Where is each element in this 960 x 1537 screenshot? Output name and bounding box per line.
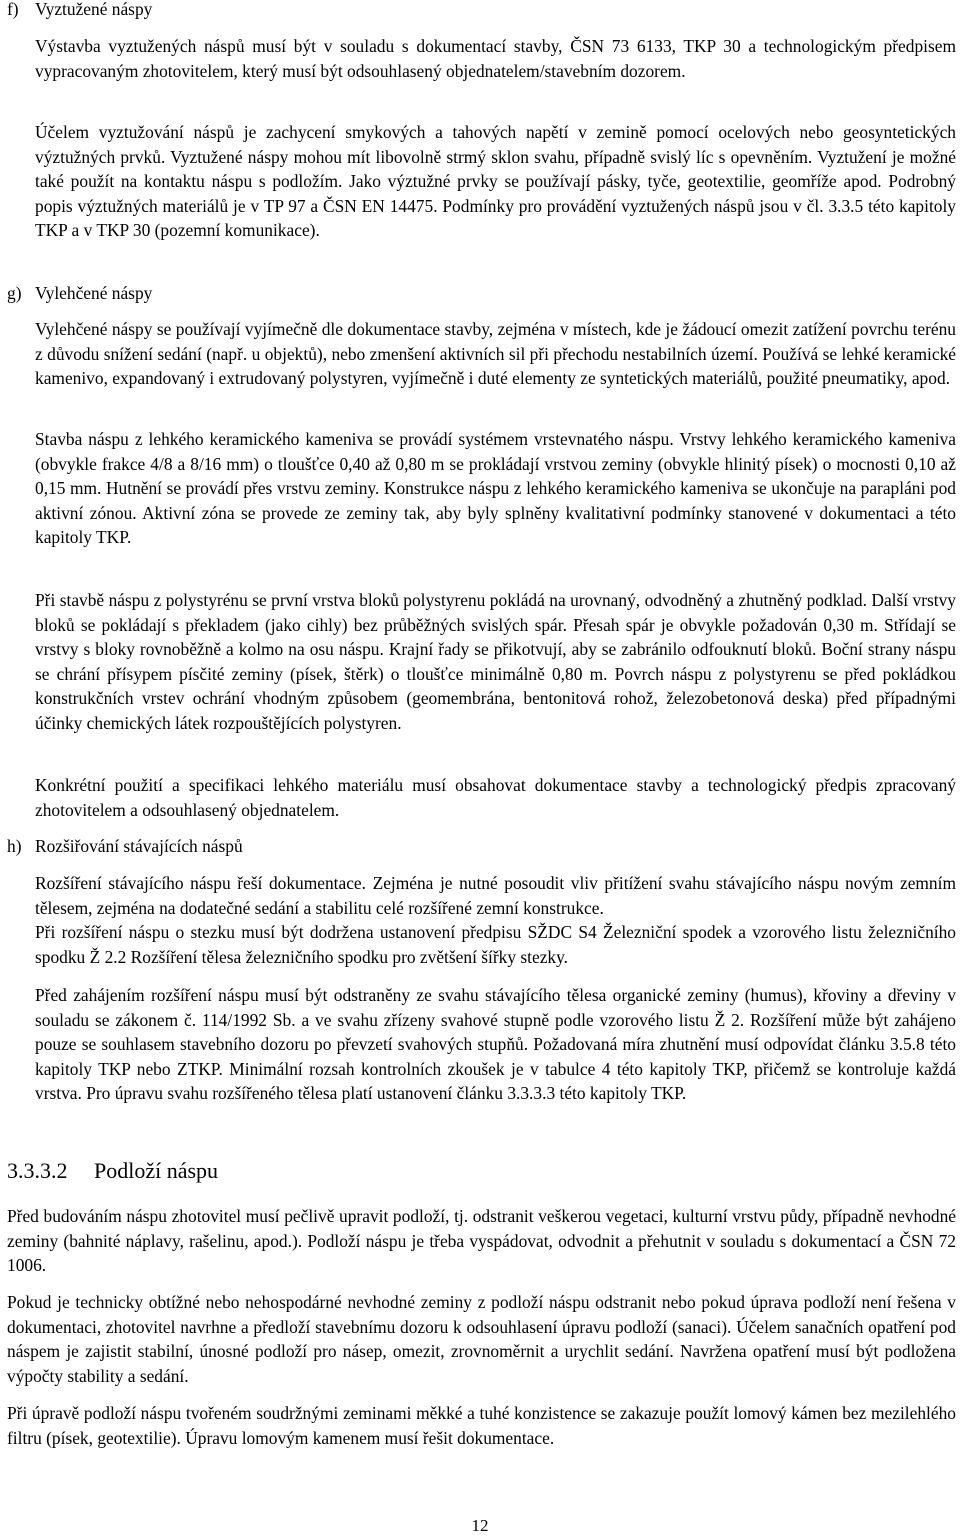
- section-f-paragraph-1: Výstavba vyztužených náspů musí být v souladu s dokumentací stavby, ČSN 73 6133, TKP 30 a technologickým předpisem vypracovaným zhotovitelem, který musí být odsouhlasený objednatelem/stavebním dozorem.: [35, 36, 956, 81]
- section-g-paragraph-4: Konkrétní použití a specifikaci lehkého materiálu musí obsahovat dokumentace stavby a technologický předpis zpracovaný zhotovitelem a odsouhlasený objednatelem.: [35, 775, 956, 820]
- section-h-title: Rozšiřování stávajících náspů: [35, 836, 243, 856]
- section-g-paragraph-2: Stavba náspu z lehkého keramického kameniva se provádí systémem vrstevnatého náspu. Vrstvy lehkého keramického kameniva (obvykle frakce 4/8 a 8/16 mm) o tloušťce 0,40 až 0,80 m se prokládají vrstvou zeminy (obvykle hlinitý písek) o mocnosti 0,10 až 0,15 mm. Hutnění se provádí přes vrstvu zeminy. Konstrukce náspu z lehkého keramického kameniva se ukončuje na parapláni pod aktivní zónou. Aktivní zóna se provede ze zeminy tak, aby byly splněny kvalitativní podmínky stanovené v dokumentaci a této kapitoly TKP.: [35, 429, 956, 548]
- subsection-paragraph-2: Pokud je technicky obtížné nebo nehospodárné nevhodné zeminy z podloží náspu odstranit nebo pokud úprava podloží není řešena v dokumentaci, zhotovitel navrhne a předloží stavebnímu dozoru k odsouhlasení úpravu podloží (sanaci). Účelem sanačních opatření pod náspem je zajistit stabilní, únosné podloží pro násep, omezit, zrovnoměrnit a urychlit sedání. Navržena opatření musí být podložena výpočty stability a sedání.: [7, 1292, 956, 1386]
- section-g-marker: g): [7, 283, 22, 303]
- subsection-paragraph-1: Před budováním náspu zhotovitel musí pečlivě upravit podloží, tj. odstranit veškerou vegetaci, kulturní vrstvu půdy, případně nevhodné zeminy (bahnité náplavy, rašelinu, apod.). Podloží náspu je třeba vyspádovat, odvodnit a přehutnit v souladu s dokumentací a ČSN 72 1006.: [7, 1206, 956, 1276]
- section-f-heading: [7, 0, 152, 22]
- section-f-marker: f): [7, 0, 19, 19]
- subsection-paragraph-3: Při úpravě podloží náspu tvořeném soudržnými zeminami měkké a tuhé konzistence se zakazuje použít lomový kámen bez mezilehlého filtru (písek, geotextilie). Úpravu lomovým kamenem musí řešit dokumentace.: [7, 1403, 956, 1448]
- section-f-paragraph-2: Účelem vyztužování náspů je zachycení smykových a tahových napětí v zemině pomocí ocelových nebo geosyntetických výztužných prvků. Vyztužené náspy mohou mít libovolně strmý sklon svahu, případně svislý líc s opevněním. Vyztužení je možné také použít na kontaktu náspu s podložím. Jako výztužné prvky se používají pásky, tyče, geotextilie, geomříže apod. Podrobný popis výztužných materiálů je v TP 97 a ČSN EN 14475. Podmínky pro provádění vyztužených náspů jsou v čl. 3.3.5 této kapitoly TKP a v TKP 30 (pozemní komunikace).: [35, 122, 956, 241]
- section-f-title: Vyztužené náspy: [35, 0, 153, 19]
- section-h-marker: h): [7, 836, 22, 856]
- subsection-number: 3.3.3.2: [7, 1158, 68, 1183]
- section-h-heading: [7, 834, 243, 859]
- section-g-paragraph-1: Vylehčené náspy se používají vyjímečně dle dokumentace stavby, zejména v místech, kde je žádoucí omezit zatížení povrchu terénu z důvodu snížení sedání (např. u objektů), nebo zmenšení aktivních sil při přechodu nestabilních území. Používá se lehké keramické kamenivo, expandovaný i extrudovaný polystyren, vyjímečně i duté elementy ze syntetických materiálů, použité pneumatiky, apod.: [35, 319, 956, 389]
- section-g-heading: [7, 281, 152, 306]
- subsection-heading: [7, 1157, 218, 1185]
- section-h-paragraph-1: Rozšíření stávajícího náspu řeší dokumentace. Zejména je nutné posoudit vliv přitížení svahu stávajícího náspu novým zemním tělesem, zejména na dodatečné sedání a stabilitu celé rozšířené zemní konstrukce. Při rozšíření náspu o stezku musí být dodržena ustanovení předpisu SŽDC S4 Železniční spodek a vzorového listu železničního spodku Ž 2.2 Rozšíření tělesa železničního spodku pro zvětšení šířky stezky.: [35, 871, 956, 969]
- section-g-paragraph-3: Při stavbě náspu z polystyrénu se první vrstva bloků polystyrenu pokládá na urovnaný, odvodněný a zhutněný podklad. Další vrstvy bloků se pokládají s překladem (jako cihly) bez průběžných svislých spár. Přesah spár je obvykle požadován 0,30 m. Střídají se vrstvy s bloky rovnoběžně a kolmo na osu náspu. Krajní řady se přikotvují, aby se zabránilo odfouknutí bloků. Boční strany náspu se chrání přísypem písčité zeminy (písek, štěrk) o tloušťce minimálně 0,80 m. Povrch náspu z polystyrenu se před pokládkou konstrukčních vrstev ochrání vhodným způsobem (geomembrána, bentonitová rohož, železobetonová deska) před případnými účinky chemických látek rozpouštějících polystyren.: [35, 590, 956, 733]
- page-number: 12: [471, 1516, 489, 1535]
- section-h-paragraph-3: Před zahájením rozšíření náspu musí být odstraněny ze svahu stávajícího tělesa organické zeminy (humus), křoviny a dřeviny v souladu se zákonem č. 114/1992 Sb. a ve svahu zřízeny svahové stupně podle vzorového listu Ž 2. Rozšíření může být zahájeno pouze se souhlasem stavebního dozoru po převzetí svahových stupňů. Požadovaná míra zhutnění musí odpovídat článku 3.5.8 této kapitoly TKP nebo ZTKP. Minimální rozsah kontrolních zkoušek je v tabulce 4 této kapitoly TKP, přičemž se kontroluje každá vrstva. Pro úpravu svahu rozšířeného tělesa platí ustanovení článku 3.3.3.3 této kapitoly TKP.: [35, 985, 956, 1104]
- section-h-paragraph-2: Při rozšíření náspu o stezku musí být dodržena ustanovení předpisu SŽDC S4 Železniční spodek a vzorového listu železničního spodku Ž 2.2 Rozšíření tělesa železničního spodku pro zvětšení šířky stezky.: [35, 922, 956, 967]
- subsection-title: Podloží náspu: [94, 1158, 219, 1183]
- section-g-title: Vylehčené náspy: [35, 283, 153, 303]
